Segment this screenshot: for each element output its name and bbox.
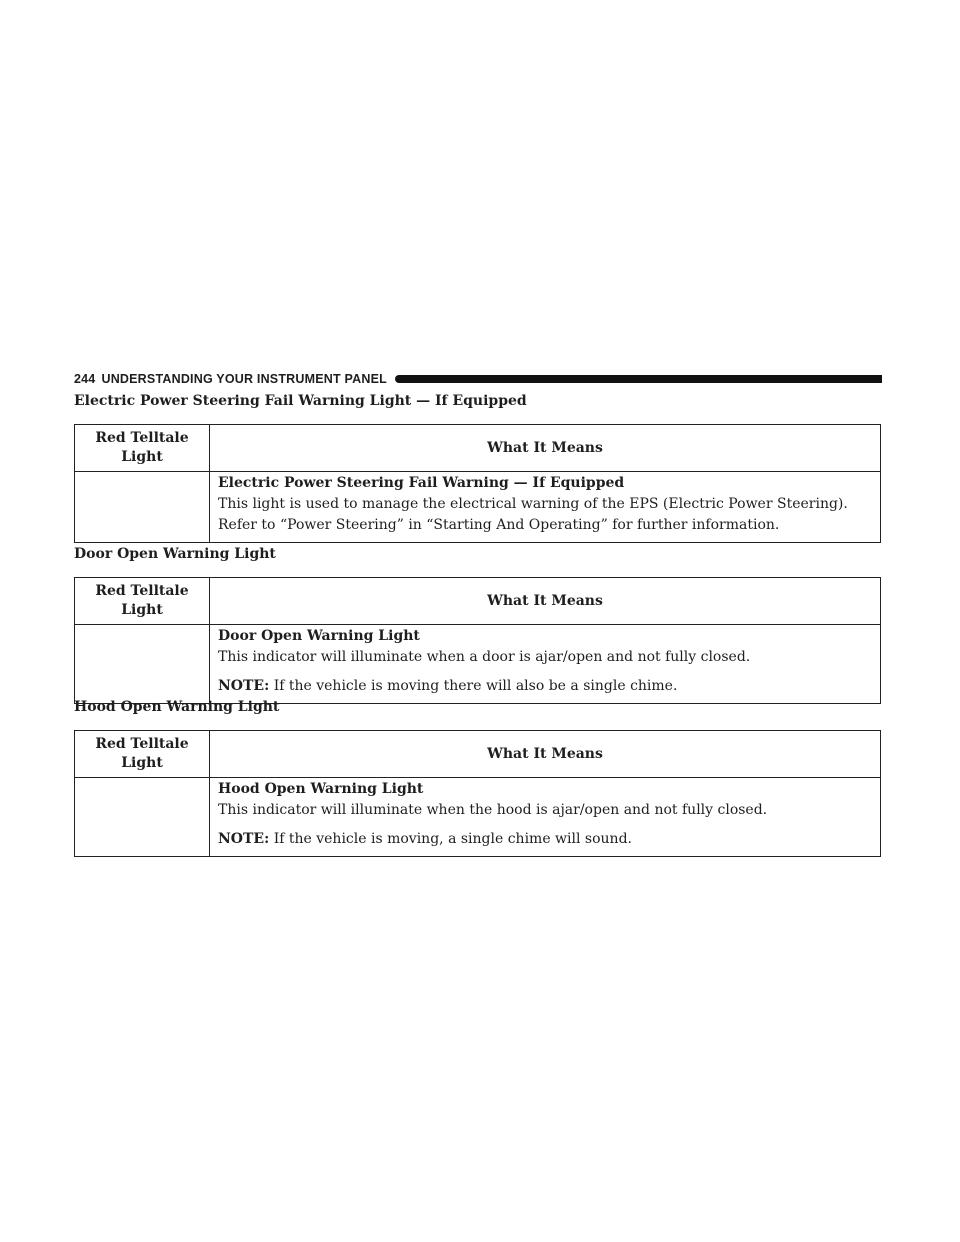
telltale-icon-cell	[75, 625, 210, 704]
section-title: Door Open Warning Light	[74, 546, 276, 562]
chapter-title: UNDERSTANDING YOUR INSTRUMENT PANEL	[101, 372, 387, 386]
page-header	[74, 372, 882, 386]
page-number: 244	[74, 372, 96, 386]
note-label: NOTE:	[218, 678, 270, 694]
row-body: This light is used to manage the electrical warning of the EPS (Electric Power Steering). Refer to “Power Steering” in “Starting And Operating” for further information.	[218, 496, 848, 533]
row-body: This indicator will illuminate when a door is ajar/open and not fully closed.	[218, 649, 751, 665]
note-label: NOTE:	[218, 831, 270, 847]
section-door-open	[74, 546, 882, 704]
meaning-cell	[210, 625, 881, 704]
column-header-telltale: Red Telltale Light	[75, 731, 210, 778]
column-header-telltale: Red Telltale Light	[75, 425, 210, 472]
table-row	[75, 625, 881, 704]
table-row	[75, 778, 881, 857]
telltale-table	[74, 730, 881, 857]
table-row	[75, 472, 881, 543]
table-header-row	[75, 731, 881, 778]
column-header-telltale: Red Telltale Light	[75, 578, 210, 625]
meaning-cell	[210, 778, 881, 857]
telltale-icon-cell	[75, 472, 210, 543]
row-title: Electric Power Steering Fail Warning — If Equipped	[218, 475, 625, 491]
column-header-meaning: What It Means	[210, 578, 881, 625]
column-header-meaning: What It Means	[210, 425, 881, 472]
meaning-cell	[210, 472, 881, 543]
table-header-row	[75, 578, 881, 625]
note-text: If the vehicle is moving, a single chime will sound.	[269, 831, 632, 847]
header-rule	[395, 375, 882, 383]
section-title: Hood Open Warning Light	[74, 699, 280, 715]
telltale-icon-cell	[75, 778, 210, 857]
note	[218, 676, 872, 697]
row-body: This indicator will illuminate when the hood is ajar/open and not fully closed.	[218, 802, 768, 818]
telltale-table	[74, 424, 881, 543]
note-text: If the vehicle is moving there will also be a single chime.	[269, 678, 678, 694]
section-eps-warning	[74, 393, 882, 543]
row-title: Hood Open Warning Light	[218, 781, 424, 797]
section-title: Electric Power Steering Fail Warning Light — If Equipped	[74, 393, 527, 409]
table-header-row	[75, 425, 881, 472]
row-title: Door Open Warning Light	[218, 628, 420, 644]
telltale-table	[74, 577, 881, 704]
note	[218, 829, 872, 850]
section-hood-open	[74, 699, 882, 857]
column-header-meaning: What It Means	[210, 731, 881, 778]
